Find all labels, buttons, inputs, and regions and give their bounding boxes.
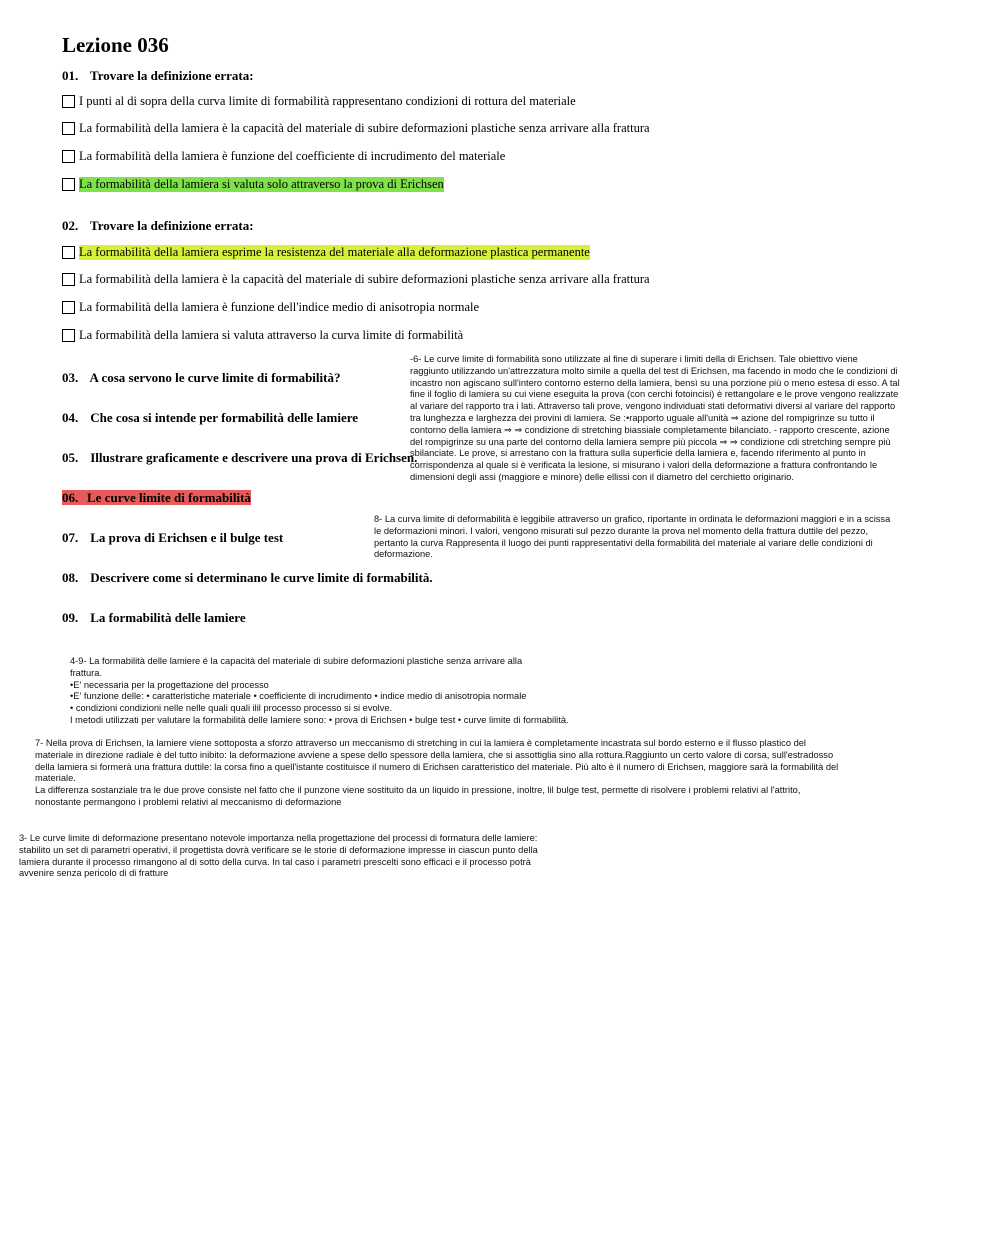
note-line: avvenire senza pericolo di di fratture: [19, 868, 169, 879]
question-text: Trovare la definizione errata:: [90, 218, 254, 233]
note-line: tra lunghezza e larghezza dei provini di lamiera. Se :•rapporto uguale all'unità ⇒ azione del rompigrinze su tutto il: [410, 412, 875, 423]
answer-option[interactable]: [62, 121, 650, 136]
checkbox[interactable]: [62, 122, 75, 135]
note-4-9: [70, 656, 650, 727]
question-number: 09.: [62, 610, 79, 625]
question-number: 07.: [62, 530, 79, 545]
note-7: [35, 738, 995, 809]
note-line: nonostante permangono i problemi relativi al meccanismo di deformazione: [35, 796, 342, 807]
question-text: A cosa servono le curve limite di formabilità?: [89, 370, 341, 385]
note-line: 4-9- La formabilità delle lamiere é la capacità del materiale di subire deformazioni plastiche senza arrivare alla: [70, 656, 523, 666]
note-line: 8- La curva limite di deformabilità è leggibile attraverso un grafico, riportante in ordinata le deformazioni maggiori e in a scissa: [374, 514, 891, 524]
answer-option[interactable]: [62, 94, 576, 109]
note-line: materiale.: [35, 773, 76, 784]
question-04: [62, 410, 358, 426]
note-line: le deformazioni minori. I valori, vengono misurati sul pezzo durante la prova nel momento della frattura duttile del pezzo,: [374, 525, 869, 536]
note-line: La differenza sostanziale tra le due prove consiste nel fatto che il punzone viene sostituito da un liquido in pressione, inoltre, lil bulge test, permette di risolvere i problemi relativi al l'attrito,: [35, 785, 801, 796]
question-text: La formabilità delle lamiere: [90, 610, 246, 625]
question-text: Le curve limite di formabilità: [87, 490, 251, 505]
question-09: [62, 610, 246, 626]
note-line: incastro non agiscano sull'intero contorno esterno della lamiera, bensì su una porzione più o meno estesa di esso. A tal: [410, 377, 900, 388]
answer-option[interactable]: [62, 300, 479, 315]
checkbox[interactable]: [62, 95, 75, 108]
checkbox[interactable]: [62, 150, 75, 163]
checkbox[interactable]: [62, 178, 75, 191]
question-text: La prova di Erichsen e il bulge test: [90, 530, 284, 545]
note-line: frattura.: [70, 667, 103, 678]
note-line: materiale in direzione radiale è del tutto inibito: la deformazione avviene a spese dello spessore della lamiera, che si assottiglia sino alla rottura.Raggiunto un certo valore di corsa, sull'estradosso: [35, 749, 834, 760]
option-text: La formabilità della lamiera si valuta attraverso la curva limite di formabilità: [79, 328, 464, 342]
question-number: 04.: [62, 410, 79, 425]
note-line: corrispondenza al quale si è verificata la lesione, si misurano i valori della deformazione a frattura confrontando le: [410, 460, 878, 471]
question-05: [62, 450, 417, 466]
question-number: 08.: [62, 570, 79, 585]
option-text: La formabilità della lamiera è funzione del coefficiente di incrudimento del materiale: [79, 149, 506, 163]
question-number: 06.: [62, 490, 79, 505]
question-number: 03.: [62, 370, 79, 385]
question-text: Trovare la definizione errata:: [90, 68, 254, 83]
option-text: La formabilità della lamiera è la capacità del materiale di subire deformazioni plastiche senza arrivare alla frattura: [79, 121, 650, 135]
answer-option[interactable]: [62, 177, 444, 192]
page-title: Lezione 036: [62, 33, 169, 57]
note-line: raggiunto utilizzando un'attrezzatura molto simile a quella del test di Erichsen, ma facendo in modo che le condizioni di: [410, 365, 898, 376]
note-line: I metodi utilizzati per valutare la formabilità delle lamiere sono: • prova di Erichsen • bulge test • curve limite di formabilità.: [70, 714, 569, 725]
checkbox[interactable]: [62, 273, 75, 286]
question-text: Che cosa si intende per formabilità delle lamiere: [90, 410, 359, 425]
note-6: [410, 354, 970, 484]
question-01: [62, 68, 254, 84]
checkbox[interactable]: [62, 246, 75, 259]
note-line: al variare del rapporto tra i lati. Attraverso tali prove, vengono individuati stati deformativi diversi al variare del rapporto: [410, 401, 896, 412]
note-line: -6- Le curve limite di formabilità sono utilizzate al fine di superare i limiti della di Erichsen. Tale obiettivo viene: [410, 354, 858, 364]
checkbox[interactable]: [62, 329, 75, 342]
note-line: dimensioni degli assi (maggiore e minore) delle ellissi con il diametro del cerchietto originario.: [410, 471, 794, 482]
answer-option[interactable]: [62, 272, 650, 287]
question-03: [62, 370, 340, 386]
question-highlighted: [62, 490, 251, 505]
answer-option[interactable]: [62, 328, 463, 343]
note-line: fine il foglio di lamiera su cui viene eseguita la prova (con cerchi fotoincisi) è rettangolare e le prove vengono realizzate: [410, 389, 899, 400]
option-text-highlighted: La formabilità della lamiera si valuta solo attraverso la prova di Erichsen: [79, 177, 444, 191]
note-line: • condizioni condizioni nelle nelle quali quali ilil processo processo si si evolve.: [70, 703, 393, 714]
note-line: stabilito un set di parametri operativi, il progettista dovrà verificare se le storie di deformazione impresse in ciascun punto della: [19, 844, 538, 855]
note-line: •E' necessaria per la progettazione del processo: [70, 679, 269, 690]
question-text: Descrivere come si determinano le curve limite di formabilità.: [90, 570, 433, 585]
note-line: sbilanciate. Le prove, si arrestano con la frattura sulla superficie della lamiera e, facendo riferimento al punto in: [410, 448, 866, 459]
note-line: pertanto la curva Rappresenta il luogo dei punti rappresentativi della formabilità del materiale al variare delle condizioni di: [374, 537, 873, 548]
question-number: 02.: [62, 218, 79, 233]
answer-option[interactable]: [62, 245, 590, 260]
note-3: [19, 833, 639, 880]
question-text: Illustrare graficamente e descrivere una prova di Erichsen.: [90, 450, 418, 465]
option-text: La formabilità della lamiera è funzione dell'indice medio di anisotropia normale: [79, 300, 480, 314]
note-8: [374, 514, 974, 561]
note-line: •E' funzione delle: • caratteristiche materiale • coefficiente di incrudimento • indice medio di anisotropia normale: [70, 691, 527, 702]
question-07: [62, 530, 283, 546]
question-number: 05.: [62, 450, 79, 465]
question-02: [62, 218, 254, 234]
option-text: I punti al di sopra della curva limite di formabilità rappresentano condizioni di rottura del materiale: [79, 94, 576, 108]
option-text-highlighted: La formabilità della lamiera esprime la resistenza del materiale alla deformazione plastica permanente: [79, 245, 590, 259]
checkbox[interactable]: [62, 301, 75, 314]
note-line: deformazione.: [374, 549, 433, 560]
option-text: La formabilità della lamiera è la capacità del materiale di subire deformazioni plastiche senza arrivare alla frattura: [79, 272, 650, 286]
note-line: lamiera durante il processo rimangono al di sotto della curva. In tal caso i parametri prescelti sono efficaci e il processo potrà: [19, 856, 531, 867]
note-line: del rompigrinze su una parte del contorno della lamiera sempre più piccola ⇒ ⇒ condizione cdi stretching sempre più: [410, 436, 891, 447]
note-line: della lamiera si formerà una frattura duttile: la corsa fino a quell'istante costituisce il numero di Erichsen caratteristico del materiale. Più alto è il numero di Erichsen, maggiore sarà la formabilità del: [35, 761, 839, 772]
question-number: 01.: [62, 68, 79, 83]
question-08: [62, 570, 433, 586]
note-line: 7- Nella prova di Erichsen, la lamiere viene sottoposta a sforzo attraverso un meccanismo di stretching in cui la lamiera è completamente incastrata sul bordo esterno e il flusso plastico del: [35, 738, 806, 748]
question-06: [62, 490, 251, 506]
answer-option[interactable]: [62, 149, 505, 164]
note-line: contorno della lamiera ⇒ ⇒ condizione di stretching biassiale completamente bilanciato. - rapporto crescente, azione: [410, 424, 890, 435]
note-line: 3- Le curve limite di deformazione presentano notevole importanza nella progettazione del processi di formatura delle lamiere:: [19, 833, 538, 843]
